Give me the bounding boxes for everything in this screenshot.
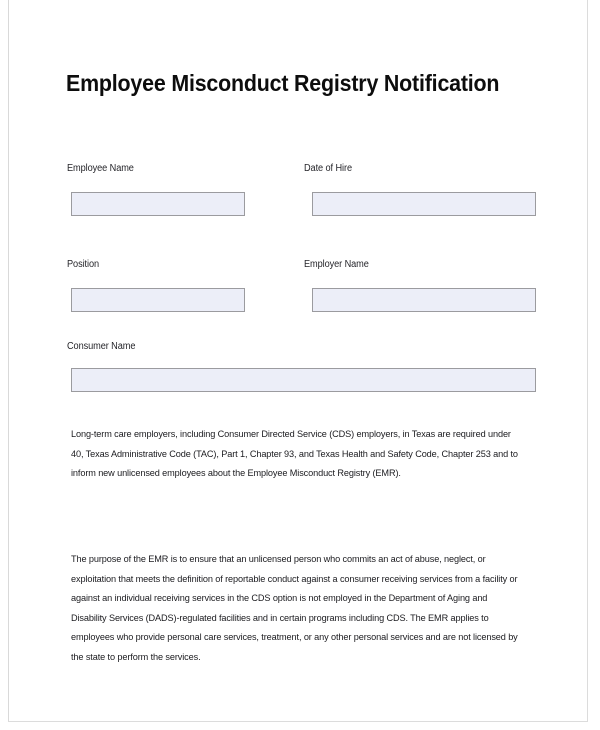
employer-name-input[interactable]	[312, 288, 536, 312]
position-input[interactable]	[71, 288, 245, 312]
notice-paragraph-requirements: Long-term care employers, including Consumer Directed Service (CDS) employers, in Texas are required under 40, Texas Administrative Code (TAC), Part 1, Chapter 93, and Texas Health and Safety Code, Chapter 253 and to inform new unlicensed employees about the Employee Misconduct Registry (EMR).	[71, 429, 518, 479]
label-employer-name: Employer Name	[304, 259, 369, 270]
consumer-name-input[interactable]	[71, 368, 536, 392]
label-position: Position	[67, 259, 99, 270]
label-consumer-name: Consumer Name	[67, 341, 136, 352]
employee-name-input[interactable]	[71, 192, 245, 216]
page-title: Employee Misconduct Registry Notification	[66, 70, 500, 96]
document-page	[8, 0, 588, 722]
date-of-hire-input[interactable]	[312, 192, 536, 216]
label-date-of-hire: Date of Hire	[304, 163, 352, 174]
label-employee-name: Employee Name	[67, 163, 134, 174]
notice-paragraph-purpose: The purpose of the EMR is to ensure that an unlicensed person who commits an act of abuse, neglect, or exploitation that meets the definition of reportable conduct against a consumer receiving services from a facility or against an individual receiving services in the CDS option is not employed in the Department of Aging and Disability Services (DADS)-regulated facilities and in certain programs including CDS. The EMR applies to employees who provide personal care services, treatment, or any other personal services and are not licensed by the state to perform the services.	[71, 554, 518, 663]
